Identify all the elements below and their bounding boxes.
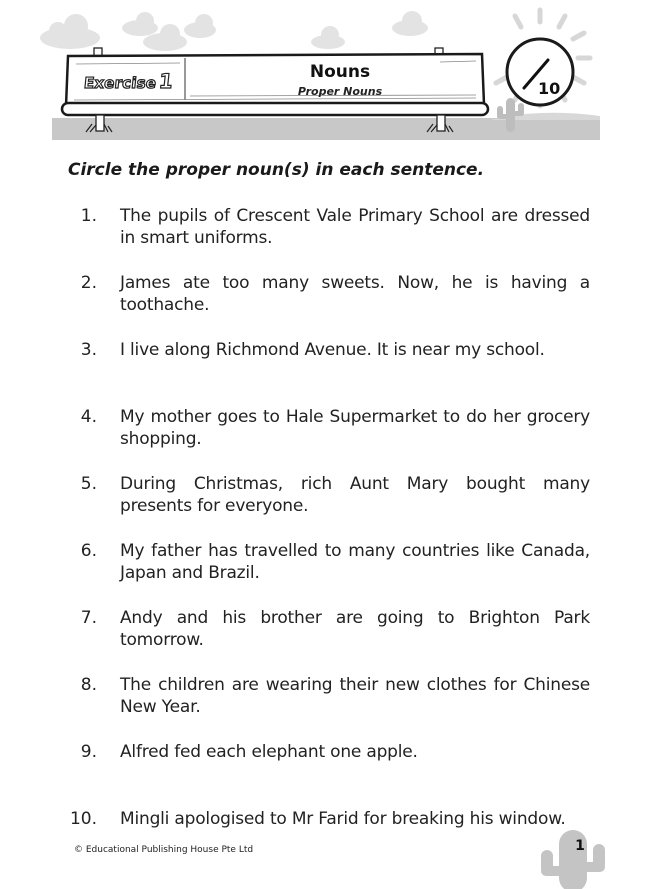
exercise-word: Exercise — [83, 74, 158, 92]
question-number: 4. — [80, 407, 97, 427]
question-text[interactable]: During Christmas, rich Aunt Mary bought many presents for everyone. — [120, 474, 590, 516]
instruction: Circle the proper noun(s) in each sentence. — [68, 160, 485, 180]
question-text[interactable]: The pupils of Crescent Vale Primary School are dressed in smart uniforms. — [120, 206, 590, 248]
ground-band — [52, 118, 600, 140]
copyright-notice: © Educational Publishing House Pte Ltd — [74, 845, 254, 855]
question-item — [60, 808, 590, 875]
question-item — [60, 540, 590, 607]
question-text[interactable]: My father has travelled to many countries like Canada, Japan and Brazil. — [120, 541, 590, 583]
question-item — [60, 473, 590, 540]
question-item — [60, 674, 590, 741]
question-text[interactable]: Mingli apologised to Mr Farid for breaking his window. — [120, 809, 566, 829]
question-item — [60, 406, 590, 473]
question-number: 6. — [80, 541, 97, 561]
score-total: 10 — [538, 79, 561, 98]
question-item — [60, 607, 590, 674]
question-text[interactable]: My mother goes to Hale Supermarket to do her grocery shopping. — [120, 407, 590, 449]
cactus-icon — [535, 822, 615, 889]
topic-title: Nouns — [309, 62, 371, 82]
question-item — [60, 741, 590, 808]
question-text[interactable]: Andy and his brother are going to Brighton Park tomorrow. — [120, 608, 590, 650]
question-text[interactable]: Alfred fed each elephant one apple. — [120, 742, 418, 762]
question-list — [60, 205, 590, 875]
question-item — [60, 339, 590, 406]
cloud-icon — [40, 11, 428, 51]
question-number: 3. — [80, 340, 97, 360]
question-number: 2. — [80, 273, 97, 293]
page-number: 1 — [575, 838, 585, 854]
question-number: 9. — [80, 742, 97, 762]
question-number: 8. — [80, 675, 97, 695]
question-number: 1. — [80, 206, 97, 226]
question-number: 7. — [80, 608, 97, 628]
question-text[interactable]: I live along Richmond Avenue. It is near my school. — [120, 340, 545, 360]
exercise-label — [83, 66, 175, 96]
question-item — [60, 272, 590, 339]
topic-subtitle: Proper Nouns — [297, 85, 383, 98]
exercise-number: 1 — [157, 69, 175, 93]
question-number: 10. — [69, 809, 97, 829]
question-item — [60, 205, 590, 272]
question-number: 5. — [80, 474, 97, 494]
question-text[interactable]: James ate too many sweets. Now, he is having a toothache. — [120, 273, 590, 315]
question-text[interactable]: The children are wearing their new clothes for Chinese New Year. — [120, 675, 590, 717]
